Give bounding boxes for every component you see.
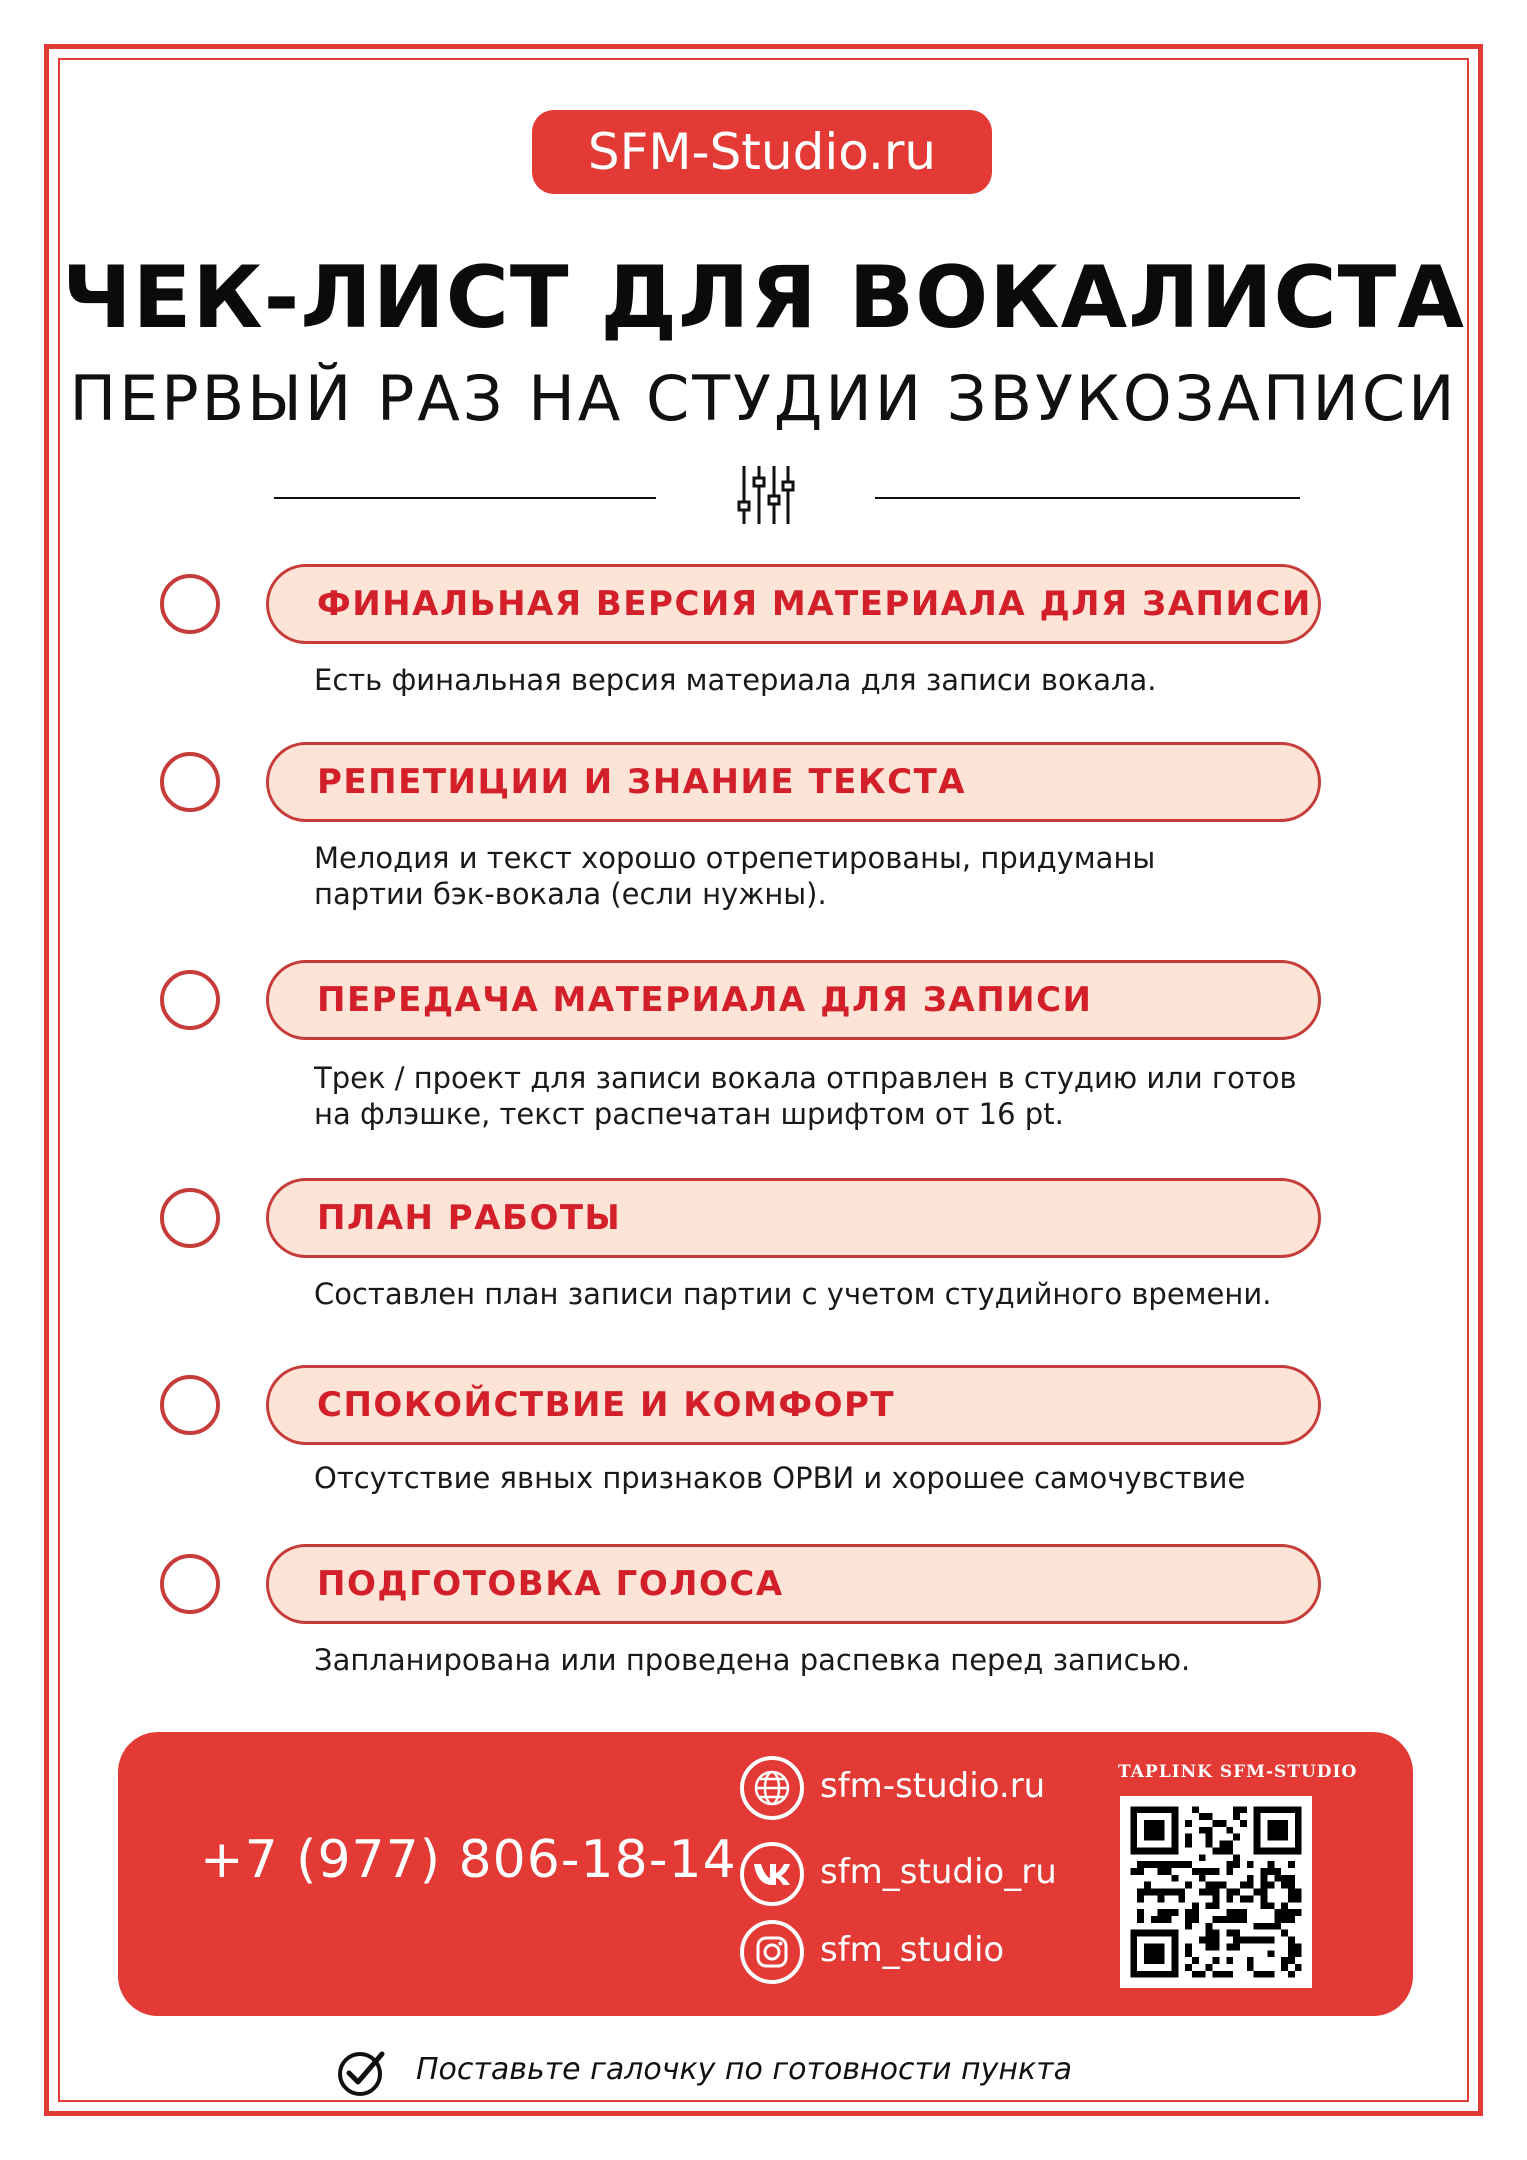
- website-link[interactable]: sfm-studio.ru: [820, 1766, 1046, 1806]
- qr-code[interactable]: [1120, 1796, 1312, 1988]
- check-mark-icon: [336, 2046, 388, 2098]
- item-title-pill: ПОДГОТОВКА ГОЛОСА: [266, 1544, 1321, 1624]
- item-description: Есть финальная версия материала для записи вокала.: [314, 663, 1157, 697]
- checkbox-circle[interactable]: [160, 574, 220, 634]
- qr-label: TAPLINK SFM-STUDIO: [1118, 1762, 1358, 1782]
- instagram-icon: [740, 1920, 804, 1984]
- item-description: Запланирована или проведена распевка перед записью.: [314, 1643, 1191, 1677]
- brand-badge: SFM-Studio.ru: [532, 110, 992, 194]
- mixer-sliders-icon: [736, 462, 796, 528]
- checkbox-circle[interactable]: [160, 970, 220, 1030]
- instagram-link[interactable]: sfm_studio: [820, 1930, 1005, 1970]
- item-title-pill: ПЕРЕДАЧА МАТЕРИАЛА ДЛЯ ЗАПИСИ: [266, 960, 1321, 1040]
- checkbox-circle[interactable]: [160, 1375, 220, 1435]
- item-title-pill: СПОКОЙСТВИЕ И КОМФОРТ: [266, 1365, 1321, 1445]
- item-title-pill: РЕПЕТИЦИИ И ЗНАНИЕ ТЕКСТА: [266, 742, 1321, 822]
- checkbox-circle[interactable]: [160, 752, 220, 812]
- checkbox-circle[interactable]: [160, 1188, 220, 1248]
- phone-number[interactable]: +7 (977) 806-18-14: [200, 1830, 737, 1890]
- page-title: ЧЕК-ЛИСТ ДЛЯ ВОКАЛИСТА: [62, 248, 1465, 348]
- item-description: Трек / проект для записи вокала отправлен в студию или готов на флэшке, текст распечатан шрифтом от 16 pt.: [314, 1061, 1297, 1131]
- vk-link[interactable]: sfm_studio_ru: [820, 1852, 1057, 1892]
- item-description: Отсутствие явных признаков ОРВИ и хорошее самочувствие: [314, 1461, 1246, 1495]
- divider-left: [274, 497, 656, 499]
- item-title-pill: ФИНАЛЬНАЯ ВЕРСИЯ МАТЕРИАЛА ДЛЯ ЗАПИСИ: [266, 564, 1321, 644]
- checkbox-circle[interactable]: [160, 1554, 220, 1614]
- page-subtitle: ПЕРВЫЙ РАЗ НА СТУДИИ ЗВУКОЗАПИСИ: [69, 362, 1458, 435]
- vk-icon: [740, 1842, 804, 1906]
- globe-icon: [740, 1756, 804, 1820]
- footer-instruction: Поставьте галочку по готовности пункта: [416, 2052, 1072, 2087]
- item-title-pill: ПЛАН РАБОТЫ: [266, 1178, 1321, 1258]
- divider-right: [875, 497, 1300, 499]
- item-description: Составлен план записи партии с учетом студийного времени.: [314, 1277, 1272, 1311]
- item-description: Мелодия и текст хорошо отрепетированы, придуманы партии бэк-вокала (если нужны).: [314, 841, 1156, 911]
